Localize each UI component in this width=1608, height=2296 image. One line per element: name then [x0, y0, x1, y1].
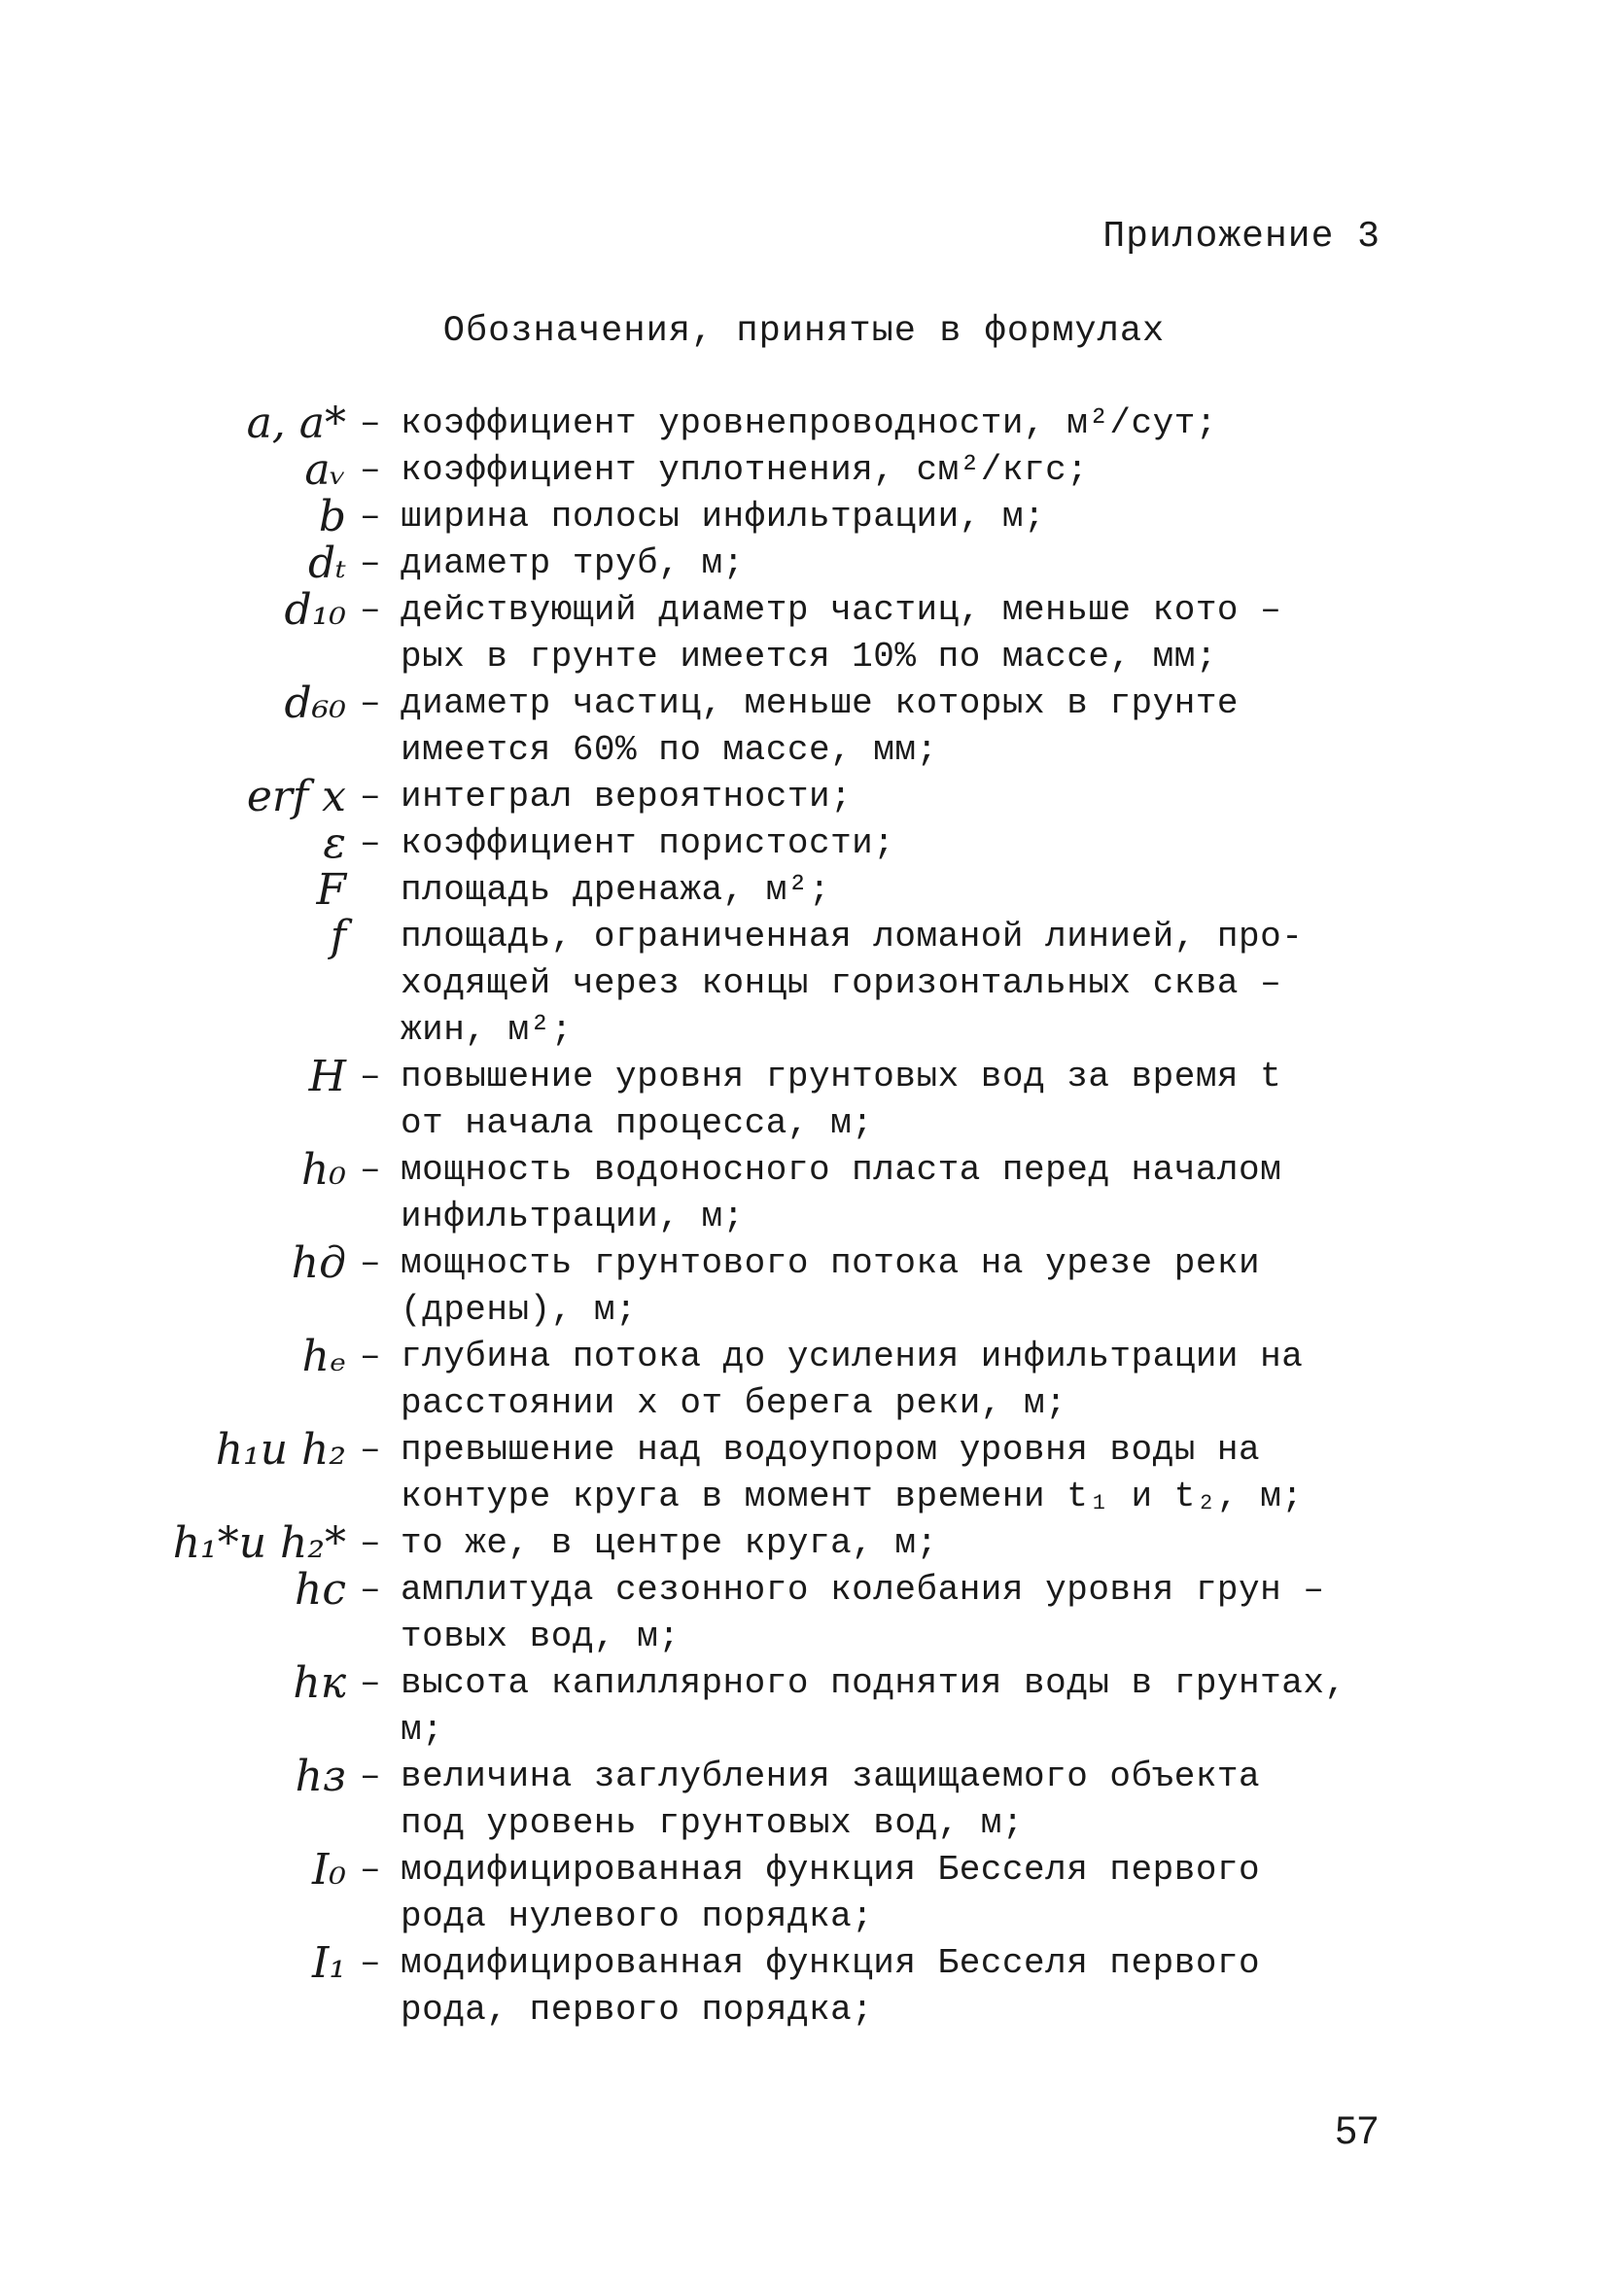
notation-description: диаметр частиц, меньше которых в грунте имеется 60% по массе, мм; — [401, 683, 1240, 770]
notation-symbol: hₑ — [301, 1332, 346, 1381]
notation-entry — [136, 1940, 1419, 2034]
notation-dash: – — [360, 403, 381, 443]
notation-symbol: h₀ — [301, 1145, 346, 1195]
notation-entry — [136, 1754, 1419, 1847]
notation-dash: – — [360, 683, 381, 723]
notation-entry — [136, 680, 1419, 774]
notation-dash: – — [360, 543, 381, 583]
notation-dash: – — [360, 497, 381, 537]
notation-symbol: hз — [295, 1752, 346, 1801]
notation-symbol: ε — [323, 818, 346, 868]
notation-symbol: dₜ — [307, 539, 346, 588]
notation-dash: – — [360, 1057, 381, 1096]
notation-dash: – — [360, 1523, 381, 1563]
notation-symbol: I₀ — [311, 1845, 346, 1895]
notation-entry — [136, 1147, 1419, 1240]
notation-dash: – — [360, 823, 381, 863]
notation-dash: – — [360, 1663, 381, 1703]
notation-symbol: H — [308, 1052, 346, 1101]
notation-entry — [136, 1660, 1419, 1754]
notation-description: диаметр труб, м; — [401, 543, 745, 583]
notation-entry — [136, 1567, 1419, 1660]
notation-dash: – — [360, 1570, 381, 1610]
notation-symbol: d₆₀ — [284, 678, 346, 728]
notation-description: высота капиллярного поднятия воды в грунтах, м; — [401, 1663, 1346, 1750]
notation-symbol: f — [330, 912, 346, 961]
notation-entry — [136, 1520, 1419, 1567]
notation-symbol: a, a* — [246, 399, 346, 448]
notation-symbol: erf x — [246, 772, 346, 821]
notation-description: коэффициент уплотнения, см²/кгс; — [401, 450, 1089, 490]
notation-symbol: h₁*и h₂* — [172, 1518, 346, 1568]
notation-dash: – — [360, 1850, 381, 1890]
notation-description: глубина потока до усиления инфильтрации на расстоянии x от берега реки, м; — [401, 1337, 1304, 1423]
notation-dash: – — [360, 1943, 381, 1983]
page-title: Обозначения, принятые в формулах — [442, 311, 1166, 352]
notation-dash: – — [360, 1430, 381, 1470]
notation-description: модифицированная функция Бесселя первого рода нулевого порядка; — [401, 1850, 1261, 1936]
notation-symbol: h₁и h₂ — [215, 1425, 346, 1475]
notation-entry — [136, 494, 1419, 540]
page-number: 57 — [1335, 2109, 1379, 2152]
notation-entry — [136, 1427, 1419, 1520]
notation-dash: – — [360, 777, 381, 817]
notation-symbol: hк — [293, 1658, 346, 1708]
notation-entry — [136, 540, 1419, 587]
notation-symbol: hс — [295, 1565, 346, 1615]
notation-dash: – — [360, 1757, 381, 1796]
notation-dash: – — [360, 1243, 381, 1283]
notation-description: превышение над водоупором уровня воды на контуре круга в момент времени t₁ и t₂, м; — [401, 1430, 1304, 1516]
notation-list — [136, 400, 1419, 2034]
notation-description: то же, в центре круга, м; — [401, 1523, 938, 1563]
notation-symbol: I₁ — [311, 1938, 346, 1988]
notation-entry — [136, 587, 1419, 680]
notation-entry — [136, 1240, 1419, 1334]
notation-description: площадь дренажа, м²; — [401, 870, 831, 910]
notation-entry — [136, 820, 1419, 867]
notation-description: мощность водоносного пласта перед началом инфильтрации, м; — [401, 1150, 1282, 1236]
notation-entry — [136, 774, 1419, 820]
notation-description: действующий диаметр частиц, меньше кото – рых в грунте имеется 10% по массе, мм; — [401, 590, 1282, 677]
notation-description: коэффициент пористости; — [401, 823, 895, 863]
notation-entry — [136, 914, 1419, 1054]
notation-entry — [136, 1847, 1419, 1940]
notation-symbol: F — [316, 865, 346, 915]
notation-symbol: b — [318, 492, 346, 541]
notation-description: амплитуда сезонного колебания уровня грун – товых вод, м; — [401, 1570, 1325, 1656]
notation-description: интеграл вероятности; — [401, 777, 853, 817]
notation-description: коэффициент уровнепроводности, м²/сут; — [401, 403, 1217, 443]
notation-description: модифицированная функция Бесселя первого рода, первого порядка; — [401, 1943, 1261, 2030]
notation-dash: – — [360, 1150, 381, 1190]
notation-description: величина заглубления защищаемого объекта под уровень грунтовых вод, м; — [401, 1757, 1261, 1843]
notation-entry — [136, 400, 1419, 447]
notation-description: площадь, ограниченная ломаной линией, про- ходящей через концы горизонтальных сква – жин, м²; — [401, 917, 1304, 1050]
notation-dash: – — [360, 450, 381, 490]
notation-symbol: hд — [291, 1238, 346, 1288]
notation-entry — [136, 447, 1419, 494]
notation-dash: – — [360, 1337, 381, 1376]
notation-description: ширина полосы инфильтрации, м; — [401, 497, 1046, 537]
notation-dash: – — [360, 590, 381, 630]
appendix-label: Приложение 3 — [1102, 216, 1381, 258]
notation-entry — [136, 1334, 1419, 1427]
notation-description: повышение уровня грунтовых вод за время t от начала процесса, м; — [401, 1057, 1282, 1143]
notation-entry — [136, 867, 1419, 914]
notation-symbol: d₁₀ — [284, 585, 346, 635]
notation-entry — [136, 1054, 1419, 1147]
notation-symbol: aᵥ — [304, 445, 346, 495]
notation-description: мощность грунтового потока на урезе реки (дрены), м; — [401, 1243, 1261, 1330]
